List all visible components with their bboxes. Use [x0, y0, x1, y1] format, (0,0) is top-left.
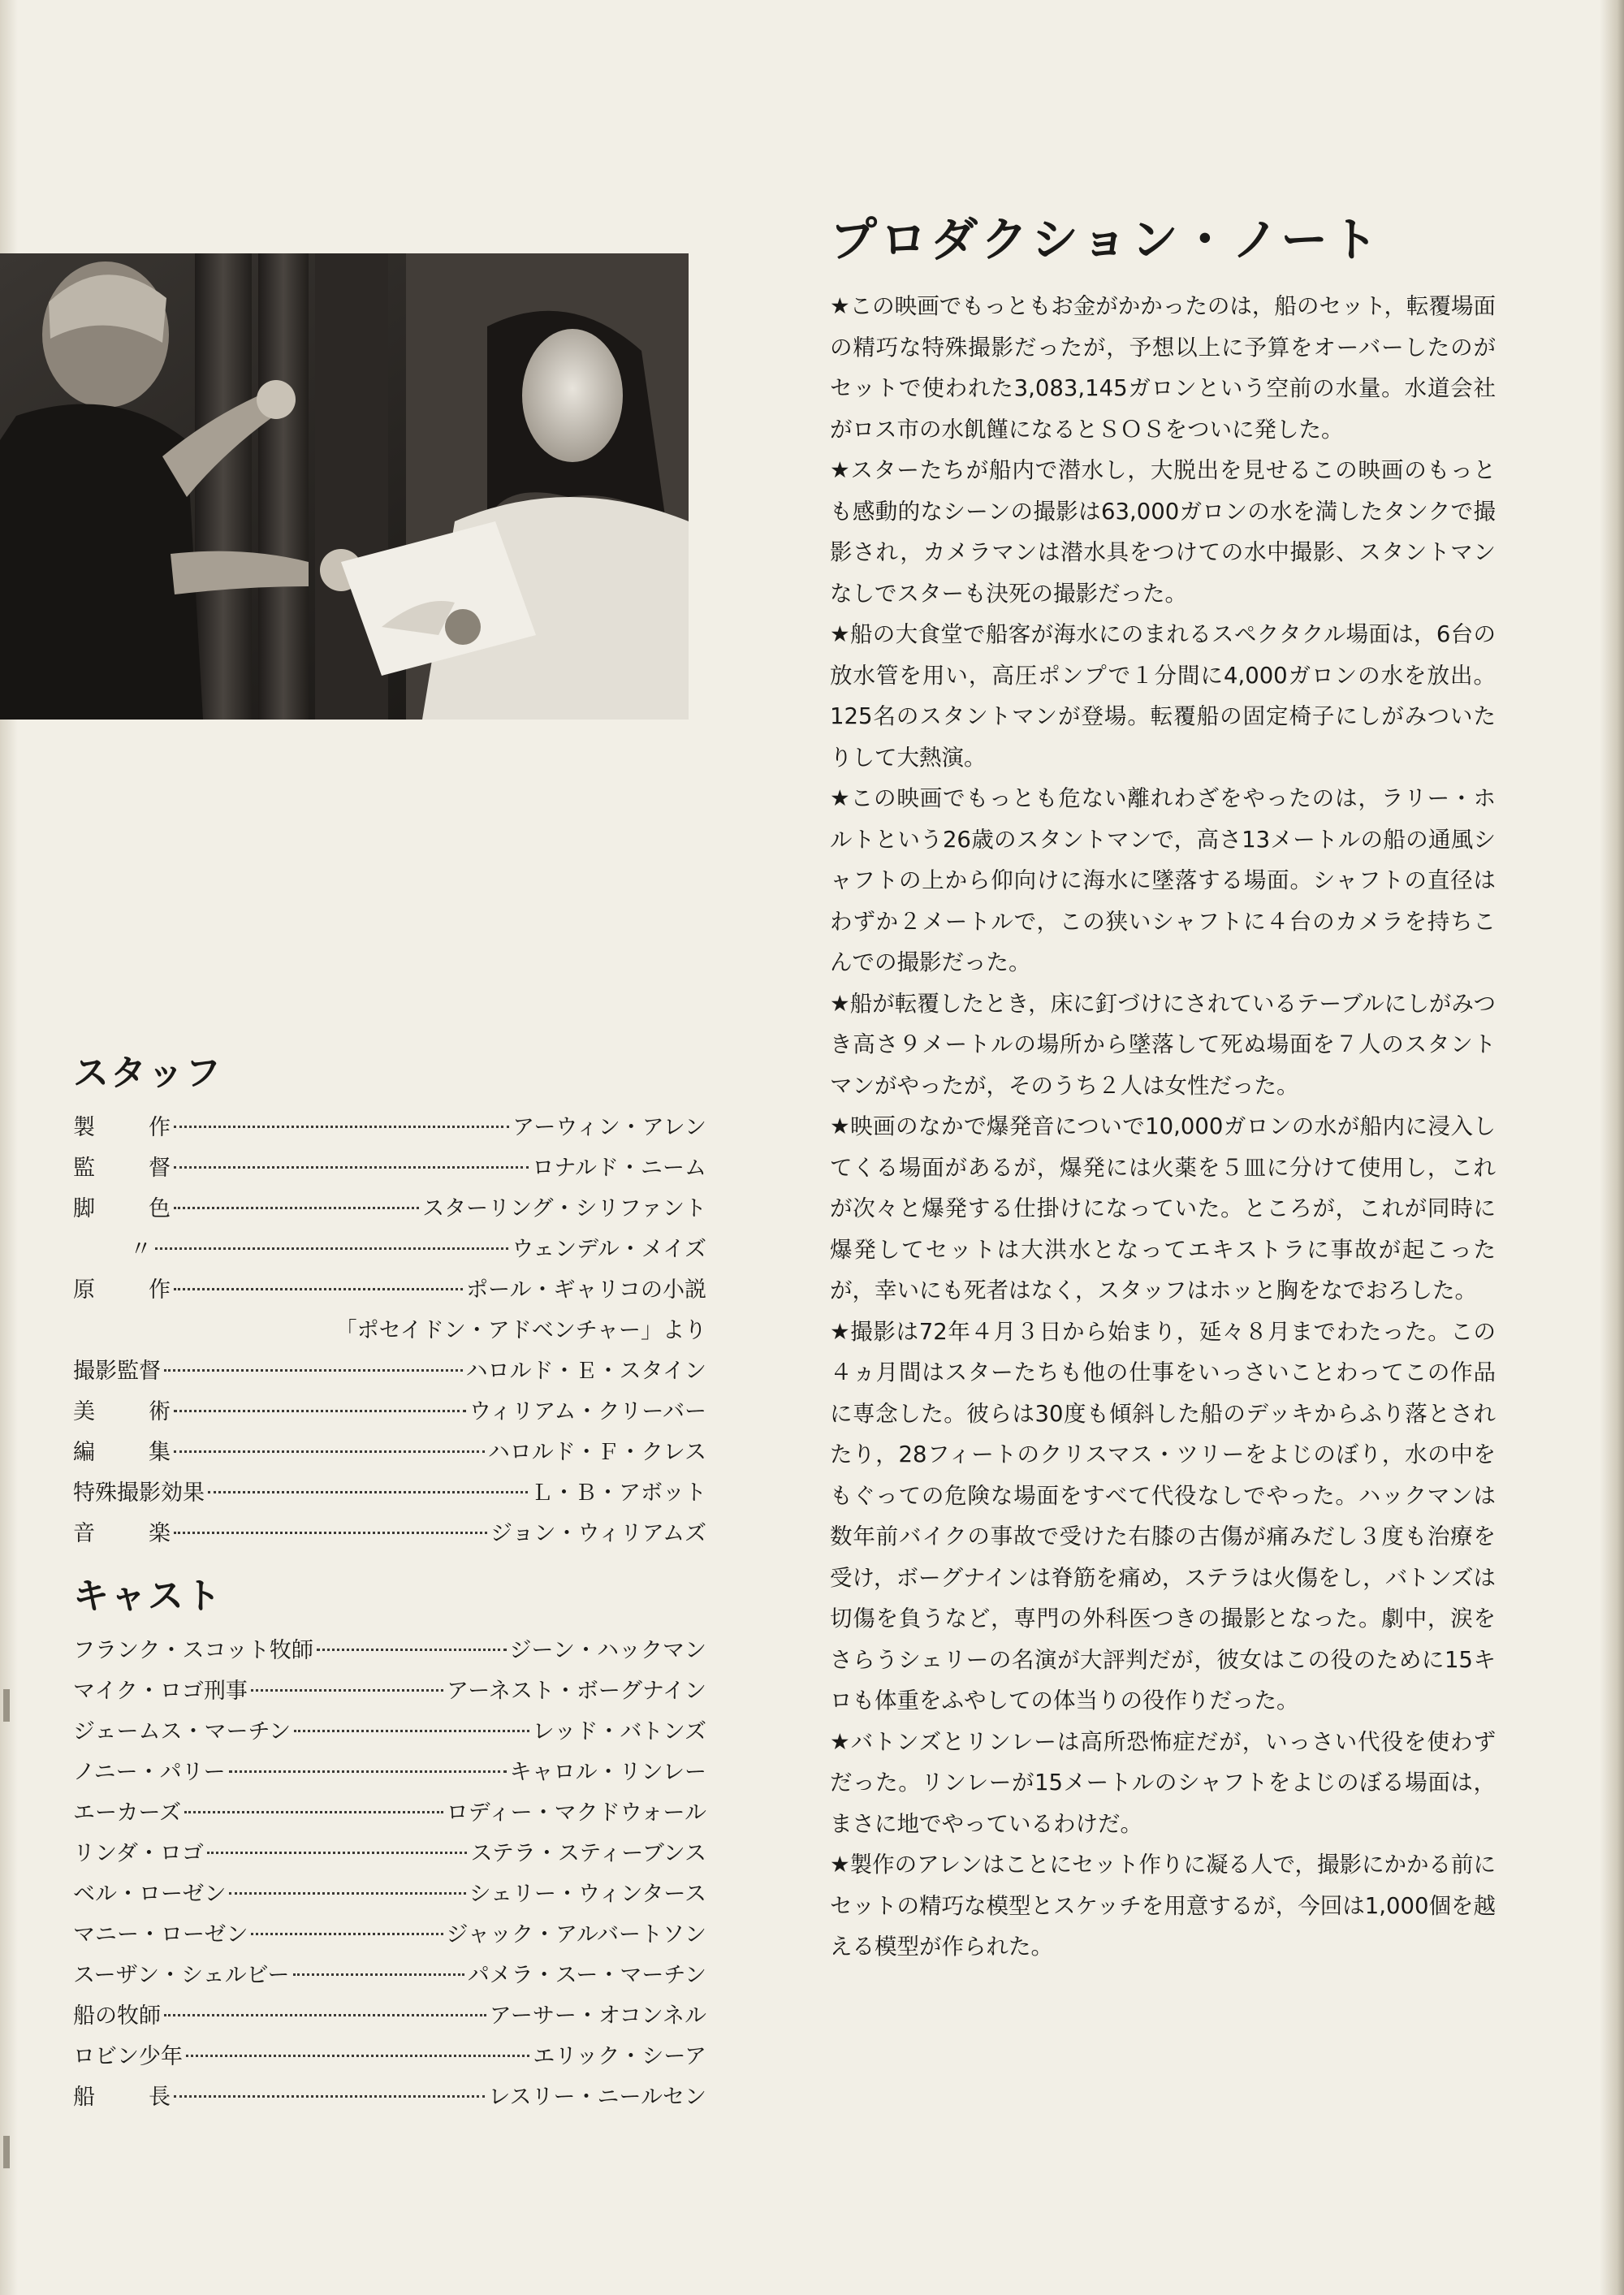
dot-leader [251, 1933, 443, 1935]
cast-name: パメラ・スー・マーチン [467, 1963, 706, 1988]
cast-role: スーザン・シェルビー [73, 1963, 290, 1988]
cast-name: アーネスト・ボーグナイン [447, 1679, 706, 1704]
staff-heading: スタッフ [73, 1052, 222, 1094]
dot-leader [184, 1811, 443, 1813]
staff-role: 撮影監督 [73, 1359, 161, 1384]
cast-heading: キャスト [73, 1575, 222, 1617]
dot-leader [208, 1491, 528, 1493]
note-paragraph: ★この映画でもっとも危ない離れわざをやったのは，ラリー・ホルトという26歳のスタントマンで，高さ13メートルの船の通風シャフトの上から仰向けに海水に墜落する場面。シャフトの直径はわずか２メートルで，この狭いシャフトに４台のカメラを持ちこんでの撮影だった。 [830, 785, 1496, 975]
dot-leader [229, 1892, 465, 1895]
staff-row [73, 1433, 706, 1473]
staff-name: ポール・ギャリコの小説 [466, 1277, 706, 1303]
staff-role: 特殊撮影効果 [73, 1480, 205, 1506]
staff-name: ウェンデル・メイズ [512, 1237, 706, 1262]
staff-row [73, 1514, 706, 1554]
dot-leader [251, 1689, 443, 1692]
dot-leader [294, 1730, 529, 1732]
cast-role: エーカーズ [73, 1800, 182, 1826]
cast-role: マニー・ローゼン [73, 1922, 248, 1947]
dot-leader [174, 2095, 485, 2098]
staff-row [73, 1189, 706, 1230]
film-still-photo [0, 253, 689, 720]
edge-mark [3, 2136, 10, 2168]
cast-row [73, 1834, 706, 1874]
note-paragraph: ★この映画でもっともお金がかかったのは，船のセット，転覆場面の精巧な特殊撮影だったが，予想以上に予算をオーバーしたのがセットで使われた3,083,145ガロンという空前の水量。水道会社がロス市の水飢饉になるとＳＯＳをついに発した。 [830, 293, 1496, 443]
dot-leader [164, 2014, 486, 2016]
cast-row [73, 1631, 706, 1671]
source-note: 「ポセイドン・アドベンチャー」より [335, 1318, 706, 1343]
dot-leader [293, 1973, 464, 1976]
staff-row [73, 1270, 706, 1311]
dot-leader [229, 1770, 507, 1773]
cast-name: キャロル・リンレー [509, 1760, 706, 1785]
note-paragraph: ★製作のアレンはことにセット作りに凝る人で，撮影にかかる前にセットの精巧な模型とスケッチを用意するが，今回は1,000個を越える模型が作られた。 [830, 1852, 1496, 1960]
cast-role: フランク・スコット牧師 [73, 1638, 313, 1663]
cast-role: ノニー・パリー [73, 1760, 226, 1785]
staff-row [73, 1230, 706, 1270]
cast-name: エリック・シーア [533, 2044, 706, 2069]
staff-row [73, 1392, 706, 1433]
cast-row [73, 1712, 706, 1753]
staff-row [73, 1148, 706, 1189]
note-paragraph: ★映画のなかで爆発音についで10,000ガロンの水が船内に浸入してくる場面があるが，爆発には火薬を５皿に分けて使用し，これが次々と爆発する仕掛けになっていた。ところが，これが同時に爆発してセットは大洪水となってエキストラに事故が起こったが，幸いにも死者はなく，スタッフはホッと胸をなでおろした。 [830, 1113, 1496, 1303]
cast-role: マイク・ロゴ刑事 [73, 1679, 248, 1704]
staff-role: 脚 色 [73, 1196, 171, 1221]
staff-role: 原 作 [73, 1277, 171, 1303]
cast-role: 船 長 [73, 2085, 171, 2110]
production-notes-column [830, 203, 1496, 1968]
staff-role: 編 集 [73, 1440, 171, 1465]
cast-row [73, 1753, 706, 1793]
cast-row [73, 1956, 706, 1996]
note-paragraph: ★撮影は72年４月３日から始まり，延々８月までわたった。この４ヵ月間はスターたちも他の仕事をいっさいことわってこの作品に専念した。彼らは30度も傾斜した船のデッキからふり落とされたり，28フィートのクリスマス・ツリーをよじのぼり，水の中をもぐっての危険な場面をすべて代役なしでやった。ハックマンは数年前バイクの事故で受けた右膝の古傷が痛みだし３度も治療を受け，ボーグナインは脊筋を痛め，ステラは火傷をし，バトンズは切傷を負うなど，専門の外科医つきの撮影となった。劇中，涙をさらうシェリーの名演が大評判だが，彼女はこの役のために15キロも体重をふやしての体当りの役作りだった。 [830, 1318, 1496, 1714]
staff-name: ジョン・ウィリアムズ [490, 1521, 706, 1546]
staff-name: ハロルド・Ｆ・クレス [487, 1440, 706, 1465]
dot-leader [164, 1369, 463, 1372]
note-paragraph: ★スターたちが船内で潜水し，大脱出を見せるこの映画のもっとも感動的なシーンの撮影は63,000ガロンの水を満したタンクで撮影され，カメラマンは潜水具をつけての水中撮影、スタントマンなしでスターも決死の撮影だった。 [830, 457, 1496, 607]
note-paragraph: ★バトンズとリンレーは高所恐怖症だが，いっさい代役を使わずだった。リンレーが15メートルのシャフトをよじのぼる場面は，まさに地でやっているわけだ。 [830, 1728, 1496, 1837]
dot-leader [155, 1247, 508, 1250]
staff-role: 製 作 [73, 1115, 171, 1140]
note-paragraph: ★船の大食堂で船客が海水にのまれるスペクタクル場面は，6台の放水管を用い，高圧ポンプで１分間に4,000ガロンの水を放出。125名のスタントマンが登場。転覆船の固定椅子にしがみついたりして大熱演。 [830, 621, 1496, 771]
dot-leader [174, 1450, 485, 1453]
staff-role: 音 楽 [73, 1521, 171, 1546]
dot-leader [174, 1207, 419, 1209]
cast-role: ロビン少年 [73, 2044, 183, 2069]
dot-leader [174, 1288, 463, 1290]
cast-role: ベル・ローゼン [73, 1882, 227, 1907]
staff-name: Ｌ・Ｂ・アボット [531, 1480, 706, 1506]
staff-name: ハロルド・Ｅ・スタイン [465, 1359, 706, 1384]
staff-role: 美 術 [73, 1399, 171, 1424]
staff-role: 監 督 [73, 1156, 171, 1181]
cast-name: ステラ・スティーブンス [470, 1841, 706, 1866]
staff-name: スターリング・シリファント [422, 1196, 706, 1221]
staff-role: 〃 [130, 1237, 152, 1262]
dot-leader [317, 1649, 507, 1651]
cast-row [73, 1996, 706, 2037]
cast-role: リンダ・ロゴ [73, 1841, 204, 1866]
cast-name: ロディー・マクドウォール [446, 1800, 706, 1826]
dot-leader [174, 1166, 529, 1169]
cast-row [73, 1671, 706, 1712]
cast-role: ジェームス・マーチン [73, 1719, 292, 1744]
staff-name: ロナルド・ニーム [532, 1156, 706, 1181]
cast-name: レッド・バトンズ [532, 1719, 706, 1744]
staff-row [73, 1351, 706, 1392]
cast-role: 船の牧師 [73, 2003, 161, 2029]
cast-name: シェリー・ウィンタース [469, 1882, 706, 1907]
dot-leader [174, 1126, 509, 1128]
cast-row [73, 2037, 706, 2077]
cast-name: レスリー・ニールセン [488, 2085, 706, 2110]
credits-column [73, 1049, 706, 2118]
cast-name: ジーン・ハックマン [509, 1638, 706, 1663]
staff-name: ウィリアム・クリーバー [469, 1399, 706, 1424]
staff-name: アーウィン・アレン [512, 1115, 706, 1140]
cast-row [73, 1915, 706, 1956]
staff-row [73, 1473, 706, 1514]
staff-row [73, 1108, 706, 1148]
dot-leader [174, 1410, 466, 1412]
cast-row [73, 1874, 706, 1915]
production-notes-title: プロダクション・ノート [830, 212, 1382, 267]
dot-leader [186, 2055, 529, 2057]
page-edge-right [1600, 0, 1624, 2295]
edge-mark [3, 1689, 10, 1722]
cast-name: ジャック・アルバートソン [446, 1922, 706, 1947]
dot-leader [207, 1852, 468, 1854]
note-paragraph: ★船が転覆したとき，床に釘づけにされているテーブルにしがみつき高さ９メートルの場所から墜落して死ぬ場面を７人のスタントマンがやったが，そのうち２人は女性だった。 [830, 990, 1496, 1099]
dot-leader [174, 1532, 487, 1534]
cast-row [73, 2077, 706, 2118]
cast-name: アーサー・オコンネル [489, 2003, 706, 2029]
cast-row [73, 1793, 706, 1834]
